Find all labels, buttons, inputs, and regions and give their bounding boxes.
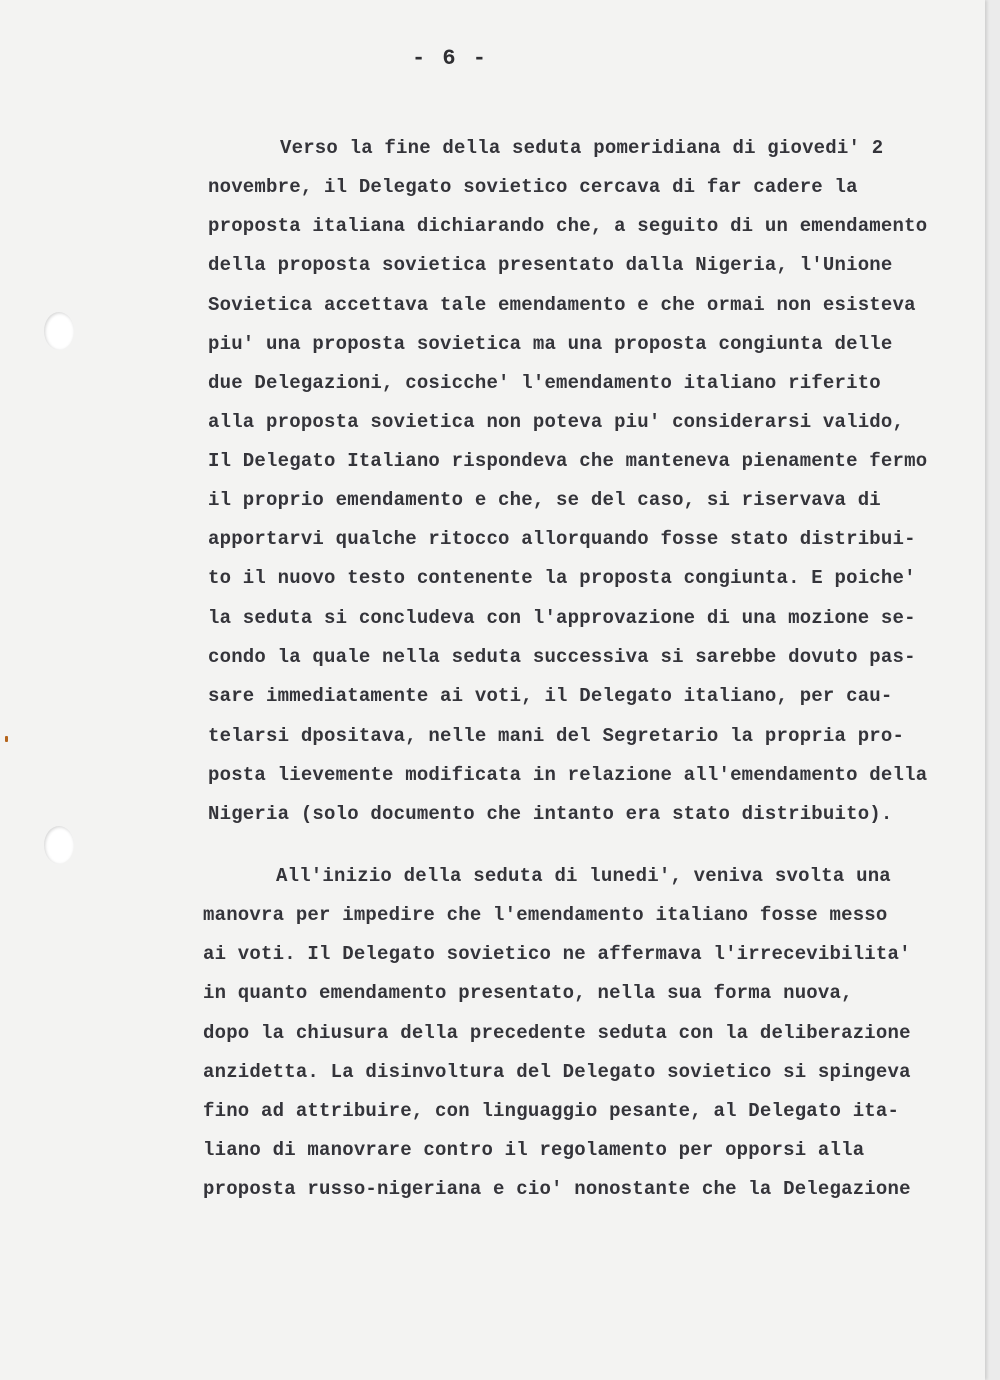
text-line: novembre, il Delegato sovietico cercava di far cadere la [208, 176, 858, 198]
text-line: due Delegazioni, cosicche' l'emendamento italiano riferito [208, 372, 881, 394]
text-line: alla proposta sovietica non poteva piu' considerarsi valido, [208, 411, 905, 433]
text-line: All'inizio della seduta di lunedi', veniva svolta una [276, 865, 891, 887]
text-line: telarsi dpositava, nelle mani del Segretario la propria pro- [208, 725, 905, 747]
text-line: fino ad attribuire, con linguaggio pesante, al Delegato ita- [203, 1100, 900, 1122]
paper-mark [5, 736, 8, 742]
text-line: la seduta si concludeva con l'approvazione di una mozione se- [208, 607, 916, 629]
punch-hole [44, 826, 74, 864]
text-line: anzidetta. La disinvoltura del Delegato sovietico si spingeva [203, 1061, 911, 1083]
text-line: Nigeria (solo documento che intanto era stato distribuito). [208, 803, 893, 825]
text-line: dopo la chiusura della precedente seduta con la deliberazione [203, 1022, 911, 1044]
text-line: il proprio emendamento e che, se del caso, si riservava di [208, 489, 881, 511]
text-line: manovra per impedire che l'emendamento italiano fosse messo [203, 904, 888, 926]
text-line: piu' una proposta sovietica ma una proposta congiunta delle [208, 333, 893, 355]
page-number: - 6 - [411, 46, 488, 71]
text-line: Il Delegato Italiano rispondeva che manteneva pienamente fermo [208, 450, 928, 472]
text-line: liano di manovrare contro il regolamento per opporsi alla [203, 1139, 865, 1161]
text-line: in quanto emendamento presentato, nella sua forma nuova, [203, 982, 853, 1004]
text-line: proposta italiana dichiarando che, a seguito di un emendamento [208, 215, 928, 237]
text-line: ai voti. Il Delegato sovietico ne affermava l'irrecevibilita' [203, 943, 911, 965]
text-line: sare immediatamente ai voti, il Delegato italiano, per cau- [208, 685, 893, 707]
text-line: Sovietica accettava tale emendamento e che ormai non esisteva [208, 294, 916, 316]
punch-hole [44, 312, 74, 350]
text-line: della proposta sovietica presentato dalla Nigeria, l'Unione [208, 254, 893, 276]
text-line: posta lievemente modificata in relazione all'emendamento della [208, 764, 928, 786]
text-line: proposta russo-nigeriana e cio' nonostante che la Delegazione [203, 1178, 911, 1200]
text-line: apportarvi qualche ritocco allorquando fosse stato distribui- [208, 528, 916, 550]
text-line: to il nuovo testo contenente la proposta congiunta. E poiche' [208, 567, 916, 589]
text-line: condo la quale nella seduta successiva si sarebbe dovuto pas- [208, 646, 916, 668]
text-line: Verso la fine della seduta pomeridiana di giovedi' 2 [280, 137, 884, 159]
